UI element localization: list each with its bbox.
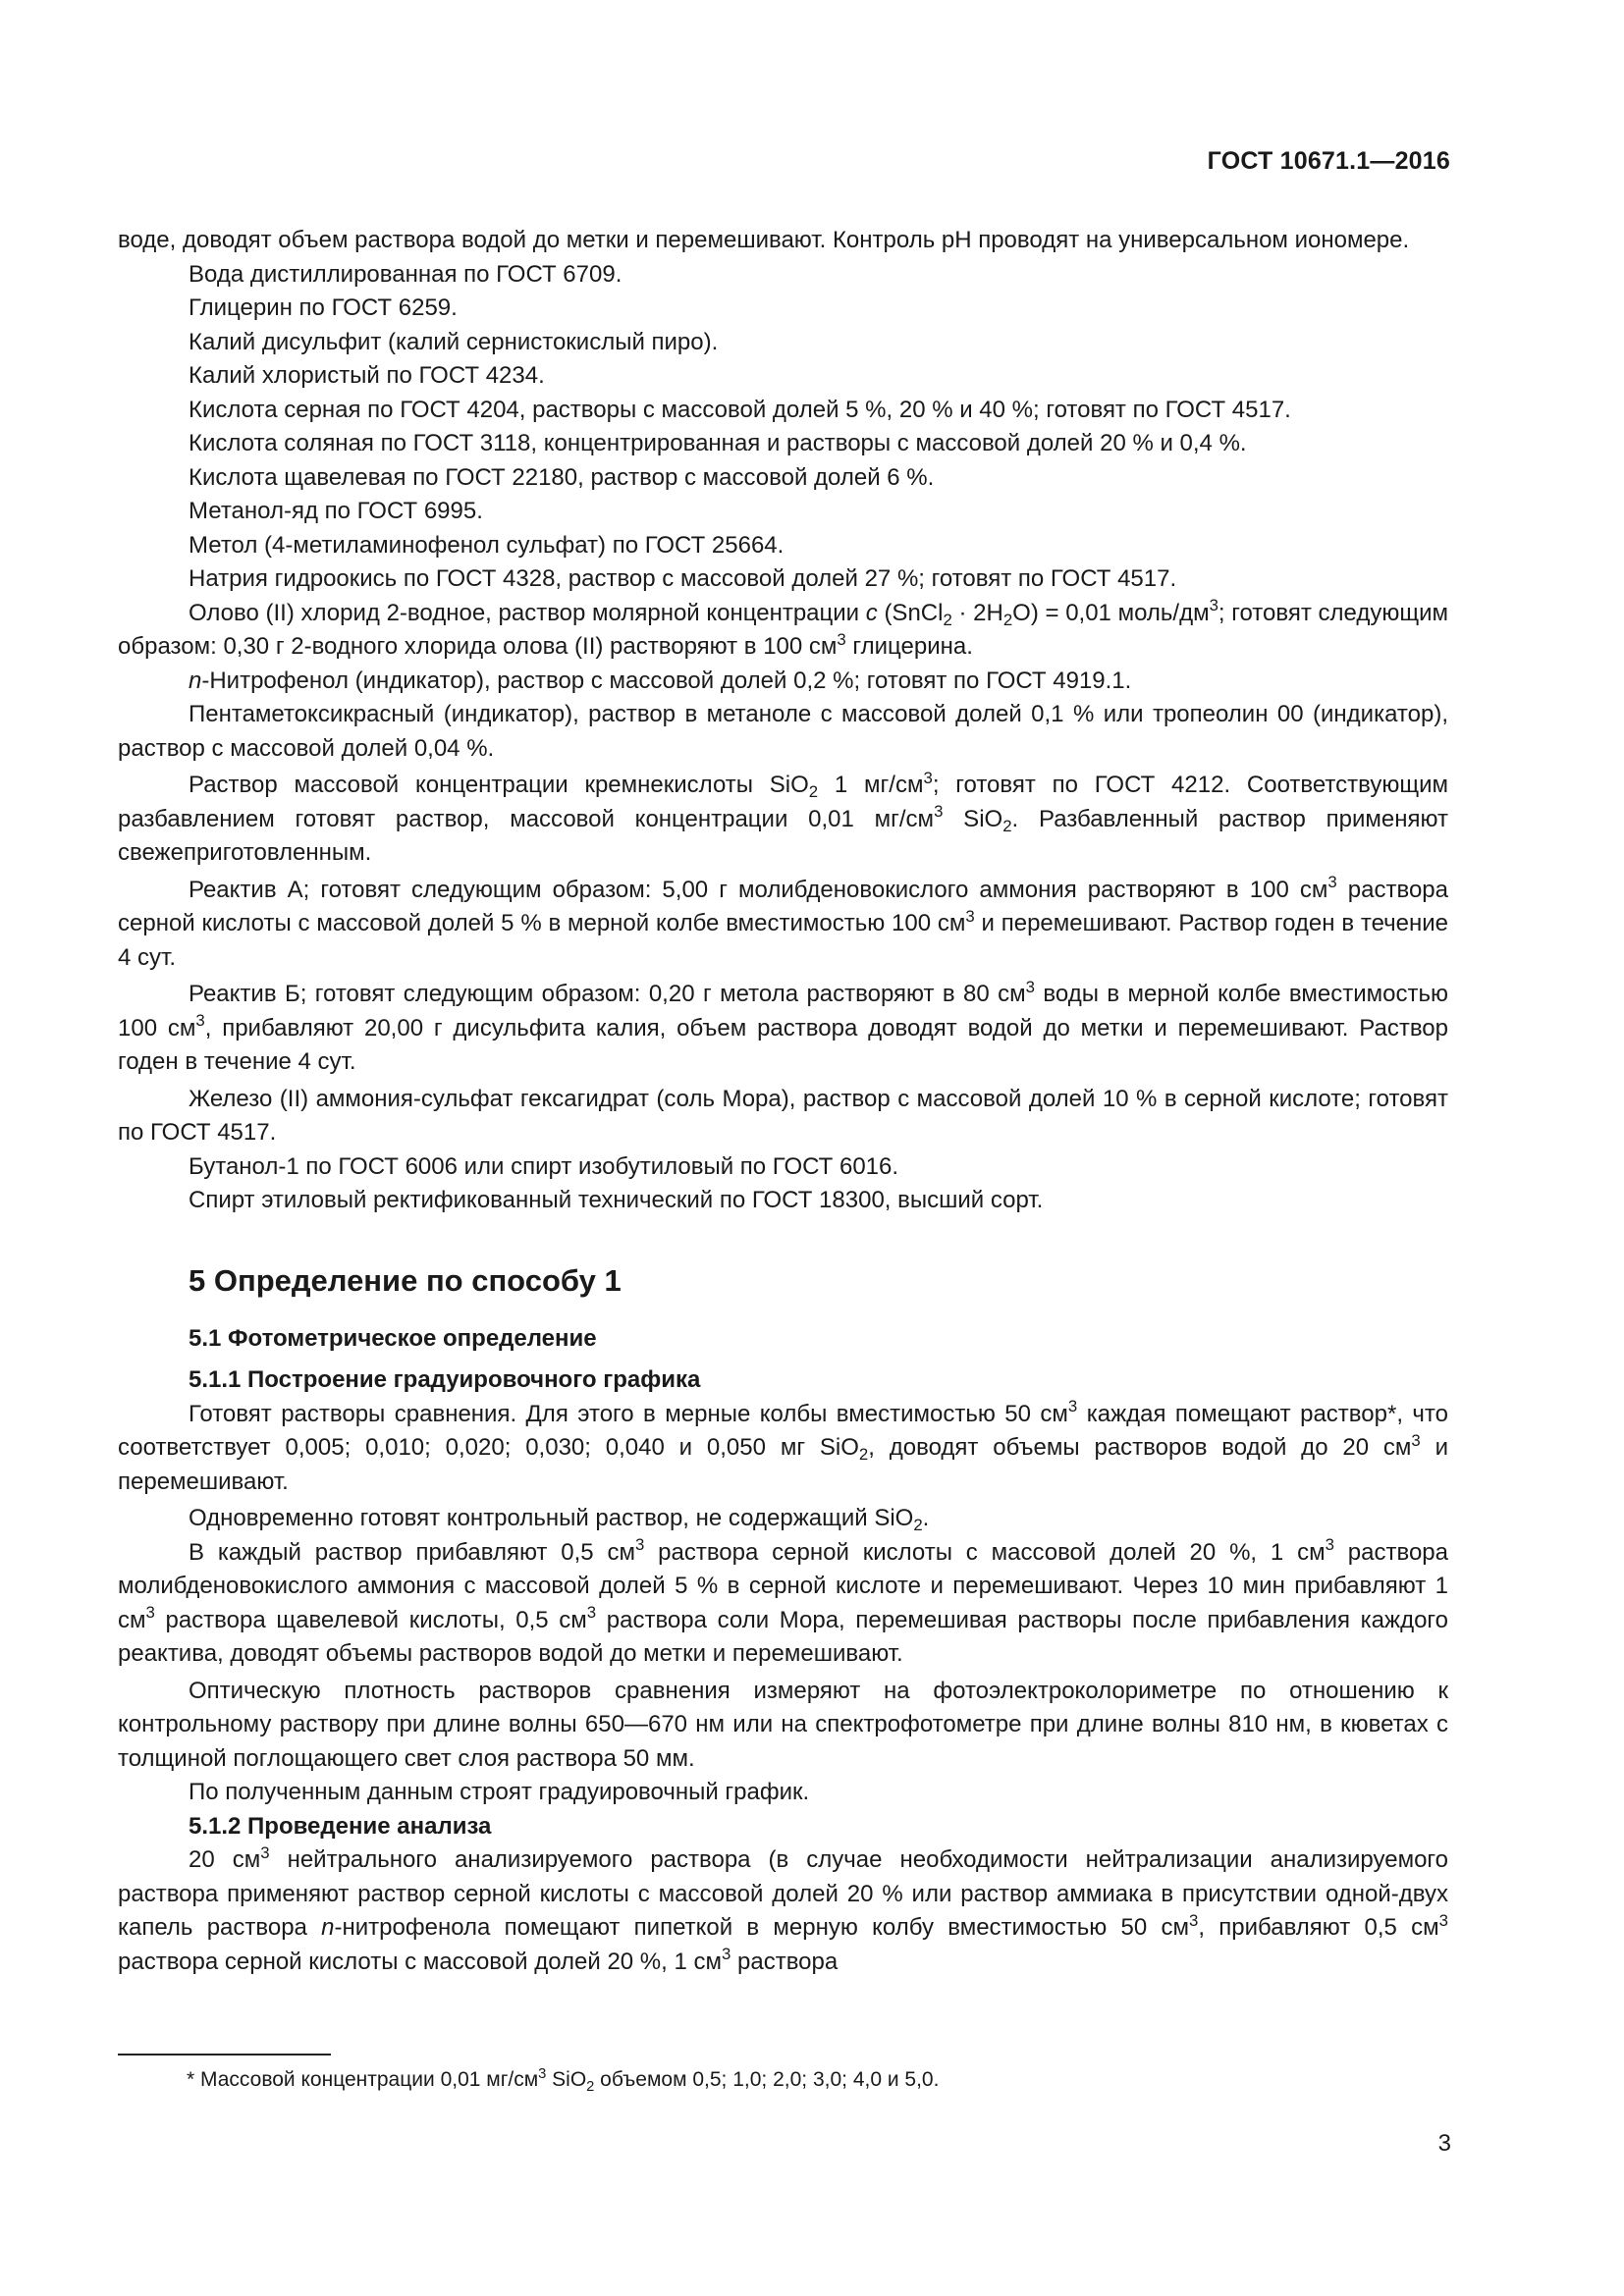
section-5-1-2-title: 5.1.2 Проведение анализа: [189, 1812, 492, 1840]
reagent-pentamethoxy-red: Пентаметоксикрасный (индикатор), раствор в метаноле с массовой долей 0,1 % или тропеолин 00 (индикатор), раствор с массовой долей 0,04 %.: [118, 701, 1448, 762]
reagent-glycerin: Глицерин по ГОСТ 6259.: [189, 294, 458, 321]
section-5-1-1-title: 5.1.1 Построение градуировочного графика: [189, 1366, 701, 1393]
page-number: 3: [1437, 2130, 1451, 2157]
reagent-oxalic-acid: Кислота щавелевая по ГОСТ 22180, раствор с массовой долей 6 %.: [189, 463, 935, 491]
section-5-1-1-para-4: Оптическую плотность растворов сравнения измеряют на фотоэлектроколориметре по отношению к контрольному раствору при длине волны 650—670 нм или на спектрофотометре при длине волны 810 нм, в кюветах с толщиной поглощающего свет слоя раствора 50 мм.: [118, 1677, 1448, 1772]
page-body: [118, 224, 1448, 1979]
section-5-1-2-para-1: 20 $см^3$ нейтрального анализируемого раствора (в случае необходимости нейтрализации анализируемого раствора применяют раствор серной кислоты с массовой долей 20 % или раствор аммиака в присутствии одной-двух капель раствора n-нитрофенола помещают пипеткой в мерную колбу вместимостью 50 $см^3$, прибавляют 0,5 $см^3$ раствора серной кислоты с массовой долей 20 %, 1 $см^3$ раствора: [118, 1842, 1448, 1975]
reagent-potassium-disulfite: Калий дисульфит (калий сернистокислый пиро).: [189, 328, 719, 355]
reagent-mohr-salt: Железо (II) аммония-сульфат гексагидрат (соль Мора), раствор с массовой долей 10 % в серной кислоте; готовят по ГОСТ 4517.: [118, 1085, 1448, 1146]
section-5-1-title: 5.1 Фотометрическое определение: [189, 1324, 597, 1352]
reagent-ethanol: Спирт этиловый ректификованный технический по ГОСТ 18300, высший сорт.: [189, 1187, 1044, 1213]
reagent-nitrophenol: n-Нитрофенол (индикатор), раствор с массовой долей 0,2 %; готовят по ГОСТ 4919.1.: [189, 667, 1132, 694]
reagent-butanol: Бутанол-1 по ГОСТ 6006 или спирт изобутиловый по ГОСТ 6016.: [189, 1152, 899, 1180]
footnote: * Массовой концентрации 0,01 $мг/см^3$ SiO$_2$ объемом 0,5; 1,0; 2,0; 3,0; 4,0 и 5,0.: [187, 2065, 940, 2095]
section-5-1-1-para-1: Готовят растворы сравнения. Для этого в мерные колбы вместимостью 50 $см^3$ каждая помещают раствор*, что соответствует 0,005; 0,010; 0,020; 0,030; 0,040 и 0,050 мг SiO$_2$, доводят объемы растворов водой до 20 $см^3$ и перемешивают.: [118, 1397, 1449, 1495]
section-5-1-1-para-3: В каждый раствор прибавляют 0,5 $см^3$ раствора серной кислоты с массовой долей 20 %, 1 $см^3$ раствора молибденовокислого аммония с массовой долей 5 % в серной кислоте и перемешивают. Через 10 мин прибавляют 1 $см^3$ раствора щавелевой кислоты, 0,5 $см^3$ раствора соли Мора, перемешивая растворы после прибавления каждого реактива, доводят объемы растворов водой до метки и перемешивают.: [118, 1535, 1448, 1667]
reagent-tin-chloride: Олово (II) хлорид 2-водное, раствор молярной концентрации c (SnCl$_2$ · $2H_2O) = 0,01$ моль/$дм^3$; готовят следующим образом: 0,30 г 2-водного хлорида олова (II) растворяют в 100 $см^3$ глицерина.: [118, 596, 1449, 660]
reagent-silicic-acid-solution: Раствор массовой концентрации кремнекислоты SiO$_2$ 1 $мг/см^3$; готовят по ГОСТ 4212. Соответствующим разбавлением готовят раствор, массовой концентрации 0,01 $мг/см^3$ SiO$_2$. Разбавленный раствор применяют свежеприготовленным.: [118, 768, 1449, 866]
section-5-1-1-para-2: Одновременно готовят контрольный раствор, не содержащий SiO$_2$.: [189, 1505, 930, 1535]
section-5-1-1-para-5: По полученным данным строят градуировочный график.: [189, 1779, 810, 1805]
reagent-potassium-chloride: Калий хлористый по ГОСТ 4234.: [189, 362, 545, 389]
paragraph-continuation: воде, доводят объем раствора водой до метки и перемешивают. Контроль pH проводят на универсальном иономере.: [118, 227, 1410, 253]
section-5-title: 5 Определение по способу 1: [189, 1262, 622, 1298]
reagent-b: Реактив Б; готовят следующим образом: 0,20 г метола растворяют в 80 $см^3$ воды в мерной колбе вместимостью 100 $см^3$, прибавляют 20,00 г дисульфита калия, объем раствора доводят водой до метки и перемешивают. Раствор годен в течение 4 сут.: [118, 977, 1449, 1075]
reagent-methanol: Метанол-яд по ГОСТ 6995.: [189, 498, 483, 524]
reagent-water: Вода дистиллированная по ГОСТ 6709.: [189, 260, 623, 288]
footnote-divider: [118, 2054, 331, 2056]
reagent-metol: Метол (4-метиламинофенол сульфат) по ГОСТ 25664.: [189, 531, 785, 559]
reagent-hydrochloric-acid: Кислота соляная по ГОСТ 3118, концентрированная и растворы с массовой долей 20 % и 0,4 %.: [189, 430, 1247, 456]
reagent-sodium-hydroxide: Натрия гидроокись по ГОСТ 4328, раствор с массовой долей 27 %; готовят по ГОСТ 4517.: [189, 565, 1177, 592]
document-code-header: ГОСТ 10671.1—2016: [1207, 147, 1450, 175]
reagent-a: Реактив А; готовят следующим образом: 5,00 г молибденовокислого аммония растворяют в 100 $см^3$ раствора серной кислоты с массовой долей 5 % в мерной колбе вместимостью 100 $см^3$ и перемешивают. Раствор годен в течение 4 сут.: [118, 873, 1448, 971]
reagent-sulfuric-acid: Кислота серная по ГОСТ 4204, растворы с массовой долей 5 %, 20 % и 40 %; готовят по ГОСТ 4517.: [189, 396, 1291, 423]
